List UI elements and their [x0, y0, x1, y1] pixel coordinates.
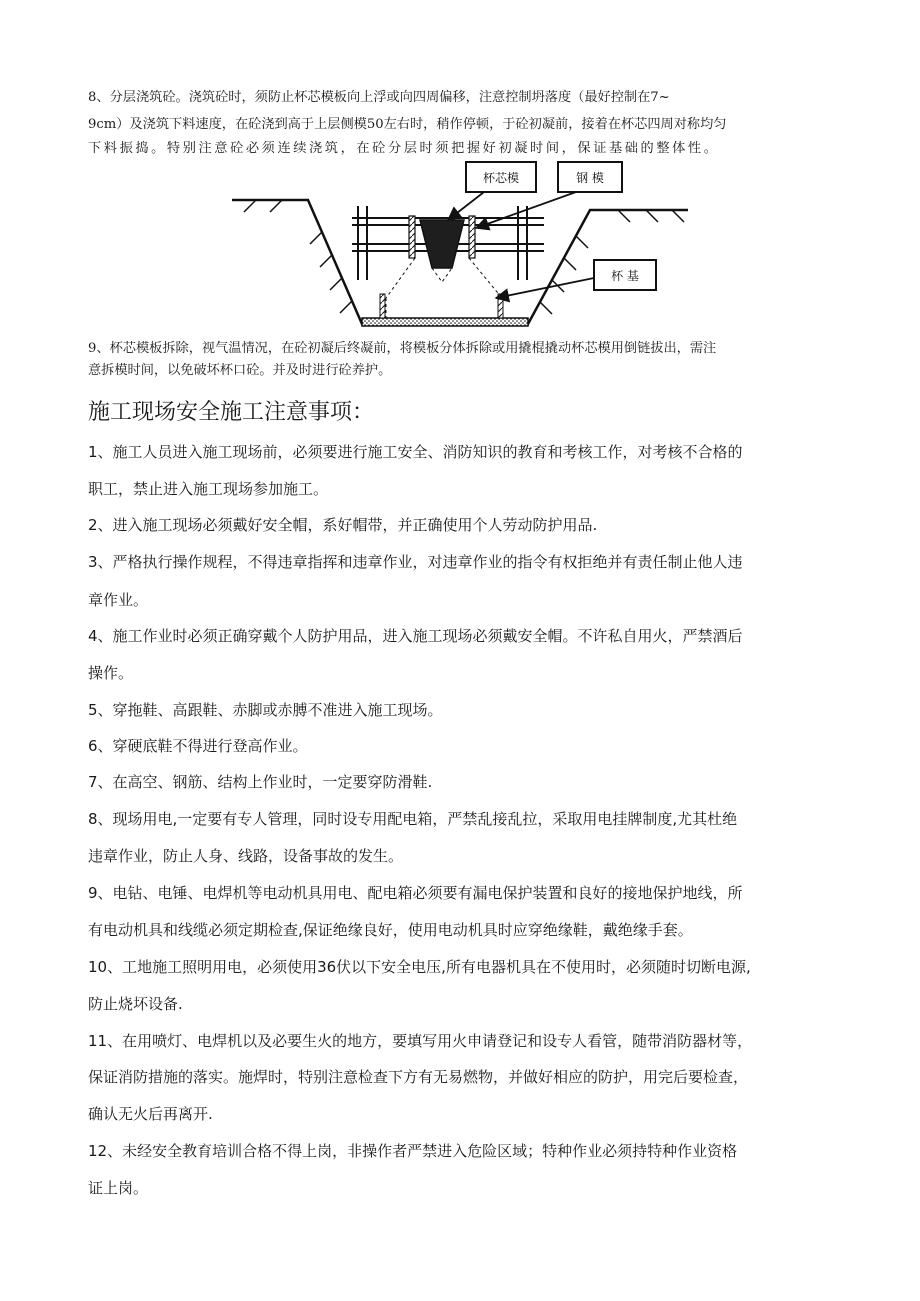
- safety-item-12-line1: 12、未经安全教育培训合格不得上岗，非操作者严禁进入危险区域；特种作业必须持特种作业资格: [88, 1142, 738, 1160]
- safety-item-11-line2: 保证消防措施的落实。施焊时，特别注意检查下方有无易燃物，并做好相应的防护，用完后要检查，: [88, 1068, 749, 1086]
- safety-item-8-line1: 8、现场用电,一定要有专人管理，同时设专用配电箱，严禁乱接乱拉，采取用电挂牌制度,尤其杜绝: [88, 810, 738, 828]
- cup-core-mold-label: 杯芯模: [482, 171, 520, 185]
- safety-item-9-line2: 有电动机具和线缆必须定期检查,保证绝缘良好，使用电动机具时应穿绝缘鞋，戴绝缘手套。: [88, 921, 693, 939]
- lower-left-mold: [380, 294, 385, 318]
- safety-item-1-line2: 职工，禁止进入施工现场参加施工。: [88, 480, 329, 498]
- safety-item-11-line1: 11、在用喷灯、电焊机以及必要生火的地方，要填写用火申请登记和设专人看管，随带消防器材等，: [88, 1032, 753, 1050]
- step8-line2: 9cm）及浇筑下料速度，在砼浇到高于上层侧模50左右时，稍作停顿，于砼初凝前，接着在杯芯四周对称均匀: [88, 117, 727, 132]
- safety-item-8-line2: 违章作业，防止人身、线路，设备事故的发生。: [88, 847, 404, 865]
- safety-item-3-line2: 章作业。: [88, 591, 149, 609]
- safety-item-12-line2: 证上岗。: [88, 1179, 149, 1197]
- safety-item-11-line3: 确认无火后再离开.: [88, 1105, 213, 1123]
- cup-foundation-label: 杯 基: [611, 269, 639, 283]
- safety-item-7-line1: 7、在高空、钢筋、结构上作业时，一定要穿防滑鞋.: [88, 773, 433, 791]
- safety-item-4-line2: 操作。: [88, 664, 134, 682]
- safety-item-1-line1: 1、施工人员进入施工现场前，必须要进行施工安全、消防知识的教育和考核工作，对考核不合格的: [88, 443, 743, 461]
- safety-item-10-line2: 防止烧坏设备.: [88, 995, 183, 1013]
- foundation-formwork-diagram: [226, 158, 696, 338]
- steel-mold-label: 钢 模: [576, 171, 604, 185]
- right-steel-mold: [469, 216, 475, 258]
- safety-item-10-line1: 10、工地施工照明用电，必须使用36伏以下安全电压,所有电器机具在不使用时，必须随时切断电源,: [88, 958, 751, 976]
- safety-item-4-line1: 4、施工作业时必须正确穿戴个人防护用品，进入施工现场必须戴安全帽。不许私自用火，严禁酒后: [88, 627, 743, 645]
- step9-line2: 意拆模时间，以免破坏杯口砼。并及时进行砼养护。: [88, 363, 392, 378]
- safety-item-6-line1: 6、穿硬底鞋不得进行登高作业。: [88, 737, 308, 755]
- safety-item-5-line1: 5、穿拖鞋、高跟鞋、赤脚或赤膊不准进入施工现场。: [88, 701, 443, 719]
- left-steel-mold: [409, 216, 415, 258]
- cup-core-mold: [420, 220, 464, 268]
- step8-line3: 下料振捣。特别注意砼必须连续浇筑，在砼分层时须把握好初凝时间，保证基础的整体性。: [88, 141, 720, 156]
- safety-heading: 施工现场安全施工注意事项：: [88, 400, 375, 425]
- base-slab: [362, 318, 528, 326]
- safety-item-9-line1: 9、电钻、电锤、电焊机等电动机具用电、配电箱必须要有漏电保护装置和良好的接地保护地线，所: [88, 884, 743, 902]
- step9-line1: 9、杯芯模板拆除，视气温情况，在砼初凝后终凝前，将模板分体拆除或用撬棍撬动杯芯模用倒链拔出，需注: [88, 341, 717, 356]
- step8-line1: 8、分层浇筑砼。浇筑砼时，须防止杯芯模板向上浮或向四周偏移，注意控制坍落度（最好控制在7~: [88, 90, 670, 105]
- safety-item-3-line1: 3、严格执行操作规程，不得违章指挥和违章作业，对违章作业的指令有权拒绝并有责任制止他人违: [88, 553, 743, 571]
- safety-item-2-line1: 2、进入施工现场必须戴好安全帽，系好帽带，并正确使用个人劳动防护用品.: [88, 516, 598, 534]
